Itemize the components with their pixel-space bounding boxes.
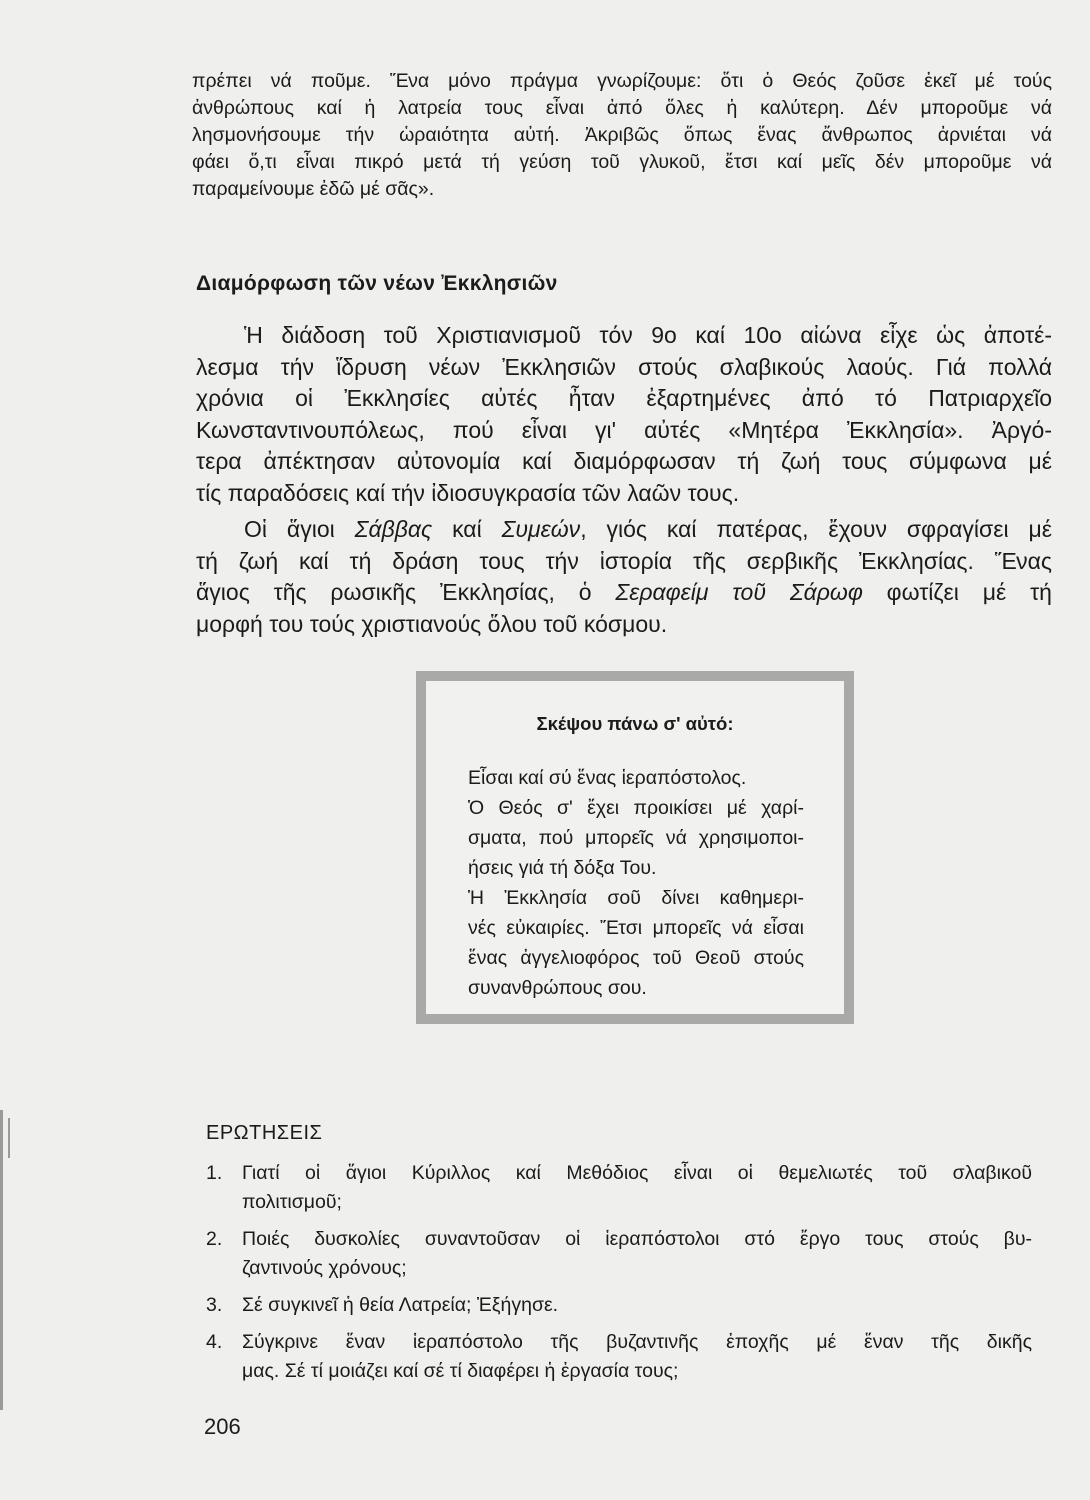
text-run: καί — [432, 516, 502, 542]
intro-paragraph — [192, 68, 1052, 203]
saint-name-savvas: Σάββας — [354, 516, 433, 542]
question-line: Σύγκρινε ἕναν ἱεραπόστολο τῆς βυζαντινῆς ἐποχῆς μέ ἕναν τῆς δικῆς — [242, 1331, 1032, 1353]
scan-edge-mark — [0, 1110, 3, 1410]
paragraph-line: Κωνσταντινουπόλεως, πού εἶναι γι' αὐτές «Μητέρα Ἐκκλησία». Ἀργό- — [196, 416, 1052, 443]
paragraph-line: τερα ἀπέκτησαν αὐτονομία καί διαμόρφωσαν τή ζωή τους σύμφωνα μέ — [196, 448, 1052, 475]
intro-line: πρέπει νά ποῦμε. Ἕνα μόνο πράγμα γνωρίζουμε: ὅτι ὁ Θεός ζοῦσε ἐκεῖ μέ τούς — [192, 70, 1052, 92]
intro-line: φάει ὅ,τι εἶναι πικρό μετά τή γεύση τοῦ γλυκοῦ, ἔτσι καί μεῖς δέν μποροῦμε νά — [192, 151, 1052, 173]
paragraph-line: Ἡ διάδοση τοῦ Χριστιανισμοῦ τόν 9ο καί 10ο αἰώνα εἶχε ὡς ἀποτέ- — [244, 322, 1052, 348]
think-box-title: Σκέψου πάνω σ' αὐτό: — [536, 713, 734, 734]
text-run: ἅγιος τῆς ρωσικῆς Ἐκκλησίας, ὁ — [196, 579, 616, 606]
think-box-line: συνανθρώπους σου. — [468, 977, 647, 999]
text-run: Οἱ ἅγιοι — [244, 516, 355, 542]
paragraph-line — [196, 577, 1052, 609]
intro-line: λησμονήσουμε τήν ὡραιότητα αὐτή. Ἀκριβῶς ὅπως ἕνας ἄνθρωπος ἀρνιέται νά — [192, 124, 1052, 146]
think-box-line: ἕνας ἀγγελιοφόρος τοῦ Θεοῦ στούς — [468, 947, 804, 969]
page-number: 206 — [204, 1414, 241, 1439]
paragraph-line — [196, 514, 1052, 546]
paragraph-line: χρόνια οἱ Ἐκκλησίες αὐτές ἦταν ἐξαρτημένες ἀπό τό Πατριαρχεῖο — [196, 385, 1052, 412]
paragraph-line: λεσμα τήν ἵδρυση νέων Ἐκκλησιῶν στούς σλαβικούς λαούς. Γιά πολλά — [196, 353, 1052, 380]
saint-name-seraphim: Σεραφείμ τοῦ Σάρωφ — [615, 579, 863, 606]
think-box-body — [468, 763, 804, 1003]
question-line: Σέ συγκινεῖ ἡ θεία Λατρεία; Ἐξήγησε. — [242, 1294, 559, 1316]
paragraph-line: τή ζωή καί τή δράση τους τήν ἱστορία τῆς σερβικῆς Ἐκκλησίας. Ἕνας — [196, 547, 1052, 574]
paragraph-new-churches — [196, 320, 1052, 510]
think-box-line: Ἡ Ἐκκλησία σοῦ δίνει καθημερι- — [468, 887, 804, 909]
intro-line: παραμείνουμε ἐδῶ μέ σᾶς». — [192, 178, 435, 200]
question-item — [206, 1291, 1032, 1320]
think-box-line: Ὁ Θεός σ' ἔχει προικίσει μέ χαρί- — [468, 797, 804, 819]
paragraph-line: μορφή του τούς χριστιανούς ὅλου τοῦ κόσμου. — [196, 610, 668, 637]
questions-list — [206, 1159, 1032, 1386]
text-run: φωτίζει μέ τή — [862, 579, 1052, 606]
paragraph-line: τίς παραδόσεις καί τήν ἰδιοσυγκρασία τῶν λαῶν τους. — [196, 479, 740, 506]
question-number: 3. — [206, 1294, 223, 1316]
question-number: 1. — [206, 1162, 223, 1184]
question-number: 4. — [206, 1331, 223, 1353]
intro-line: ἀνθρώπους καί ἡ λατρεία τους εἶναι ἀπό ὅλες ἡ καλύτερη. Δέν μποροῦμε νά — [192, 97, 1052, 119]
paragraph-saints — [196, 514, 1052, 640]
think-box-line: νές εὐκαιρίες. Ἔτσι μπορεῖς νά εἶσαι — [468, 917, 804, 939]
question-line: μας. Σέ τί μοιάζει καί σέ τί διαφέρει ἡ ἐργασία τους; — [242, 1360, 679, 1382]
question-item — [206, 1328, 1032, 1386]
think-box-line: Εἶσαι καί σύ ἕνας ἱεραπόστολος. — [468, 767, 747, 789]
scan-edge-mark — [8, 1118, 10, 1158]
text-run: , γιός καί πατέρας, ἔχουν σφραγίσει μέ — [580, 516, 1052, 542]
question-line: πολιτισμοῦ; — [242, 1191, 342, 1213]
saint-name-symeon: Συμεών — [501, 516, 581, 542]
questions-title: ΕΡΩΤΗΣΕΙΣ — [206, 1122, 323, 1144]
think-box-line: σματα, πού μπορεῖς νά χρησιμοποι- — [468, 827, 804, 849]
question-line: Γιατί οἱ ἅγιοι Κύριλλος καί Μεθόδιος εἶναι οἱ θεμελιωτές τοῦ σλαβικοῦ — [242, 1162, 1032, 1184]
think-box-line: ήσεις γιά τή δόξα Του. — [468, 857, 657, 879]
question-item — [206, 1225, 1032, 1283]
question-line: Ποιές δυσκολίες συναντοῦσαν οἱ ἱεραπόστολοι στό ἔργο τους στούς βυ- — [242, 1228, 1032, 1250]
think-about-it-box — [416, 671, 854, 1024]
question-line: ζαντινούς χρόνους; — [242, 1257, 407, 1279]
section-heading: Διαμόρφωση τῶν νέων Ἐκκλησιῶν — [196, 272, 558, 295]
question-item — [206, 1159, 1032, 1217]
question-number: 2. — [206, 1228, 223, 1250]
